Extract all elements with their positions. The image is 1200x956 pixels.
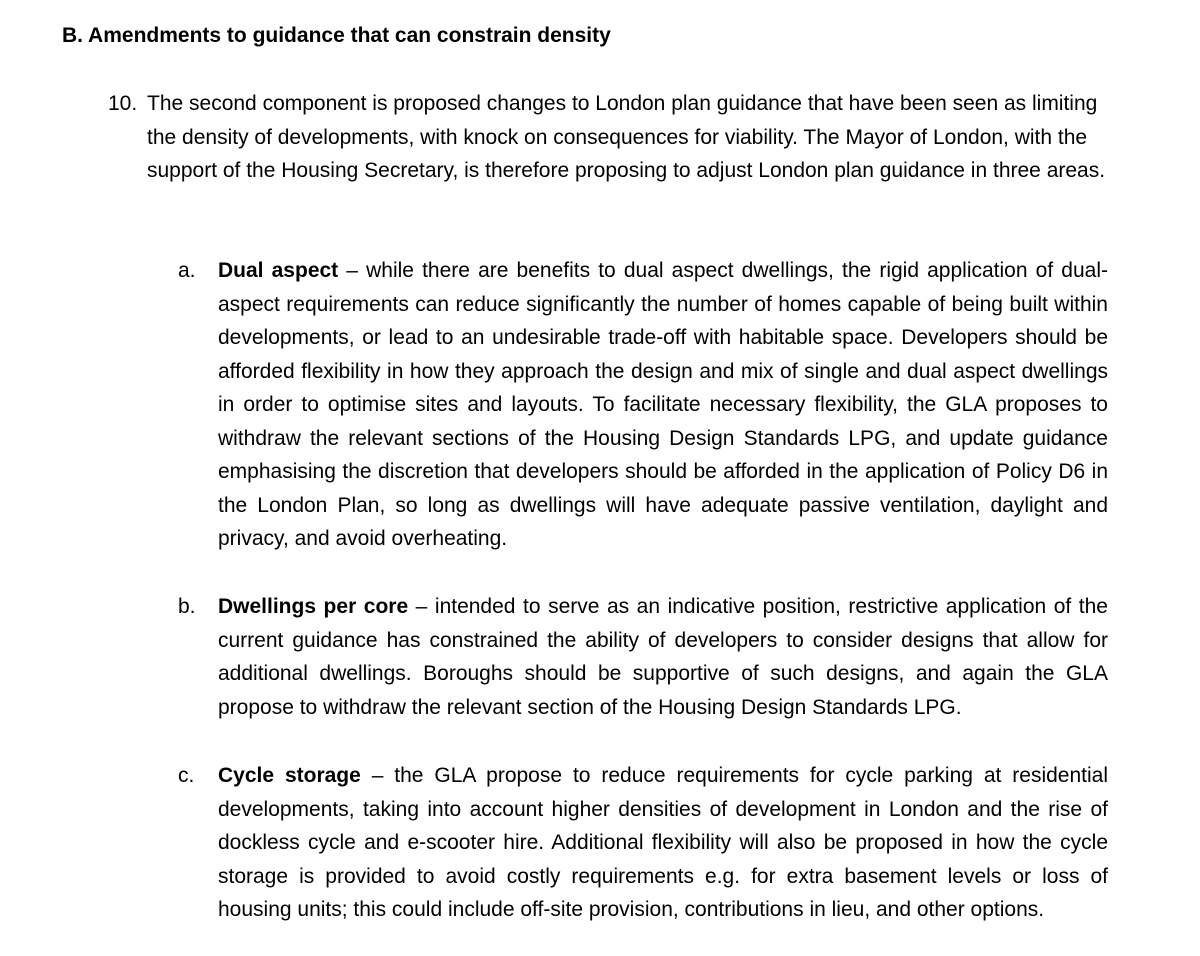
list-item-text: – intended to serve as an indicative position, restrictive application of the current guidance has constrained the ability of developers to consider designs that allow for additional dwellings. Boroughs should be supportive of such designs, and again the GLA propose to withdraw the relevant section of the Housing Design Standards LPG. (218, 595, 1108, 719)
list-item-body (218, 590, 1108, 724)
list-item-dual-aspect (178, 254, 1108, 556)
list-item-body (218, 759, 1108, 927)
list-item-letter: a. (178, 259, 196, 282)
paragraph-text: The second component is proposed changes to London plan guidance that have been seen as limiting the density of developments, with knock on consequences for viability. The Mayor of London, with the support of the Housing Secretary, is therefore proposing to adjust London plan guidance in three areas. (147, 92, 1106, 182)
list-item-title: Dual aspect (218, 259, 339, 282)
list-item-letter: c. (178, 764, 195, 787)
list-item-letter: b. (178, 595, 196, 618)
list-item-title: Cycle storage (218, 764, 361, 787)
list-item-text: – while there are benefits to dual aspect dwellings, the rigid application of dual-aspect requirements can reduce significantly the number of homes capable of being built within developments, or lead to an undesirable trade-off with habitable space. Developers should be afforded flexibility in how they approach the design and mix of single and dual aspect dwellings in order to optimise sites and layouts. To facilitate necessary flexibility, the GLA proposes to withdraw the relevant sections of the Housing Design Standards LPG, and update guidance emphasising the discretion that developers should be afforded in the application of Policy D6 in the London Plan, so long as dwellings will have adequate passive ventilation, daylight and privacy, and avoid overheating. (218, 259, 1108, 550)
list-item-cycle-storage (178, 759, 1108, 927)
list-item-title: Dwellings per core (218, 595, 409, 618)
list-item-dwellings-per-core (178, 590, 1108, 724)
paragraph-10 (108, 87, 1108, 188)
paragraph-number: 10. (108, 92, 138, 115)
list-item-body (218, 254, 1108, 556)
section-heading: B. Amendments to guidance that can constrain density (62, 24, 611, 47)
list-item-text: – the GLA propose to reduce requirements for cycle parking at residential developments, taking into account higher densities of development in London and the rise of dockless cycle and e-scooter hire. Additional flexibility will also be proposed in how the cycle storage is provided to avoid costly requirements e.g. for extra basement levels or loss of housing units; this could include off-site provision, contributions in lieu, and other options. (218, 764, 1108, 921)
